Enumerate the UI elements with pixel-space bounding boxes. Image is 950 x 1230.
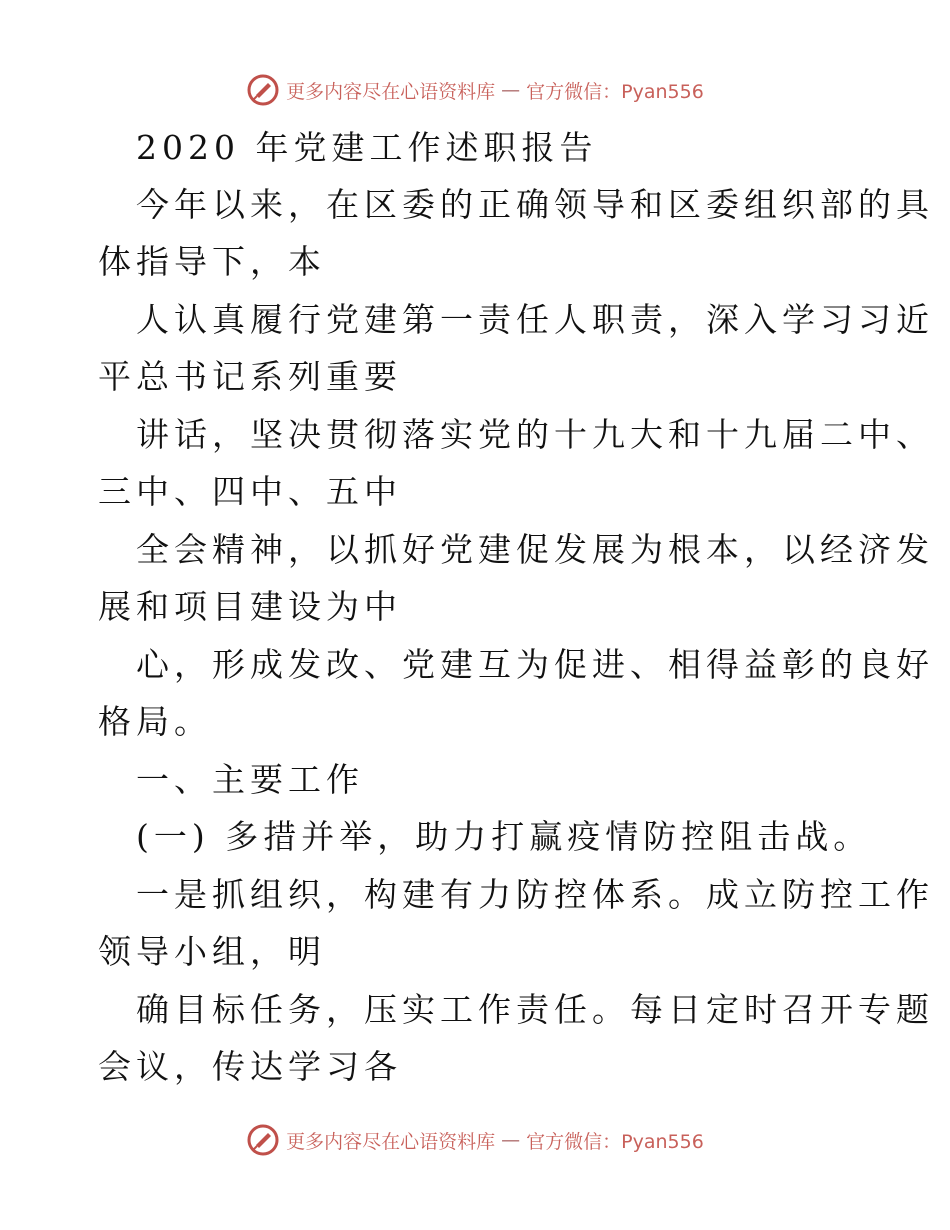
paragraph-line: 会议，传达学习各 bbox=[98, 1047, 402, 1086]
paragraph-line: 人认真履行党建第一责任人职责，深入学习习近 bbox=[136, 300, 934, 339]
watermark-contact: 官方微信：Pyan556 bbox=[526, 1130, 704, 1153]
paragraph-line: 确目标任务，压实工作责任。每日定时召开专题 bbox=[136, 990, 934, 1029]
paragraph-line: 一是抓组织，构建有力防控体系。成立防控工作 bbox=[136, 875, 934, 914]
seal-logo-icon bbox=[246, 73, 280, 107]
subsection-heading: (一) 多措并举，助力打赢疫情防控阻击战。 bbox=[136, 817, 872, 856]
paragraph-line: 体指导下，本 bbox=[98, 242, 326, 281]
watermark-text: 更多内容尽在心语资料库 bbox=[286, 80, 496, 103]
watermark-separator: — bbox=[501, 79, 521, 101]
watermark-contact: 官方微信：Pyan556 bbox=[526, 80, 704, 103]
paragraph-line: 平总书记系列重要 bbox=[98, 357, 402, 396]
paragraph-line: 讲话，坚决贯彻落实党的十九大和十九届二中、 bbox=[136, 415, 934, 454]
watermark-header bbox=[0, 70, 950, 110]
paragraph-line: 全会精神，以抓好党建促发展为根本，以经济发 bbox=[136, 530, 934, 569]
seal-logo-icon bbox=[246, 1123, 280, 1157]
paragraph-line: 格局。 bbox=[98, 702, 212, 741]
paragraph-line: 今年以来，在区委的正确领导和区委组织部的具 bbox=[136, 185, 934, 224]
paragraph-line: 心，形成发改、党建互为促进、相得益彰的良好 bbox=[136, 645, 934, 684]
paragraph-line: 展和项目建设为中 bbox=[98, 587, 402, 626]
document-title: 2020 年党建工作述职报告 bbox=[136, 128, 598, 167]
watermark-text: 更多内容尽在心语资料库 bbox=[286, 1130, 496, 1153]
paragraph-line: 三中、四中、五中 bbox=[98, 472, 402, 511]
watermark-footer bbox=[0, 1120, 950, 1160]
watermark-separator: — bbox=[501, 1129, 521, 1151]
section-heading: 一、主要工作 bbox=[136, 760, 364, 799]
paragraph-line: 领导小组，明 bbox=[98, 932, 326, 971]
